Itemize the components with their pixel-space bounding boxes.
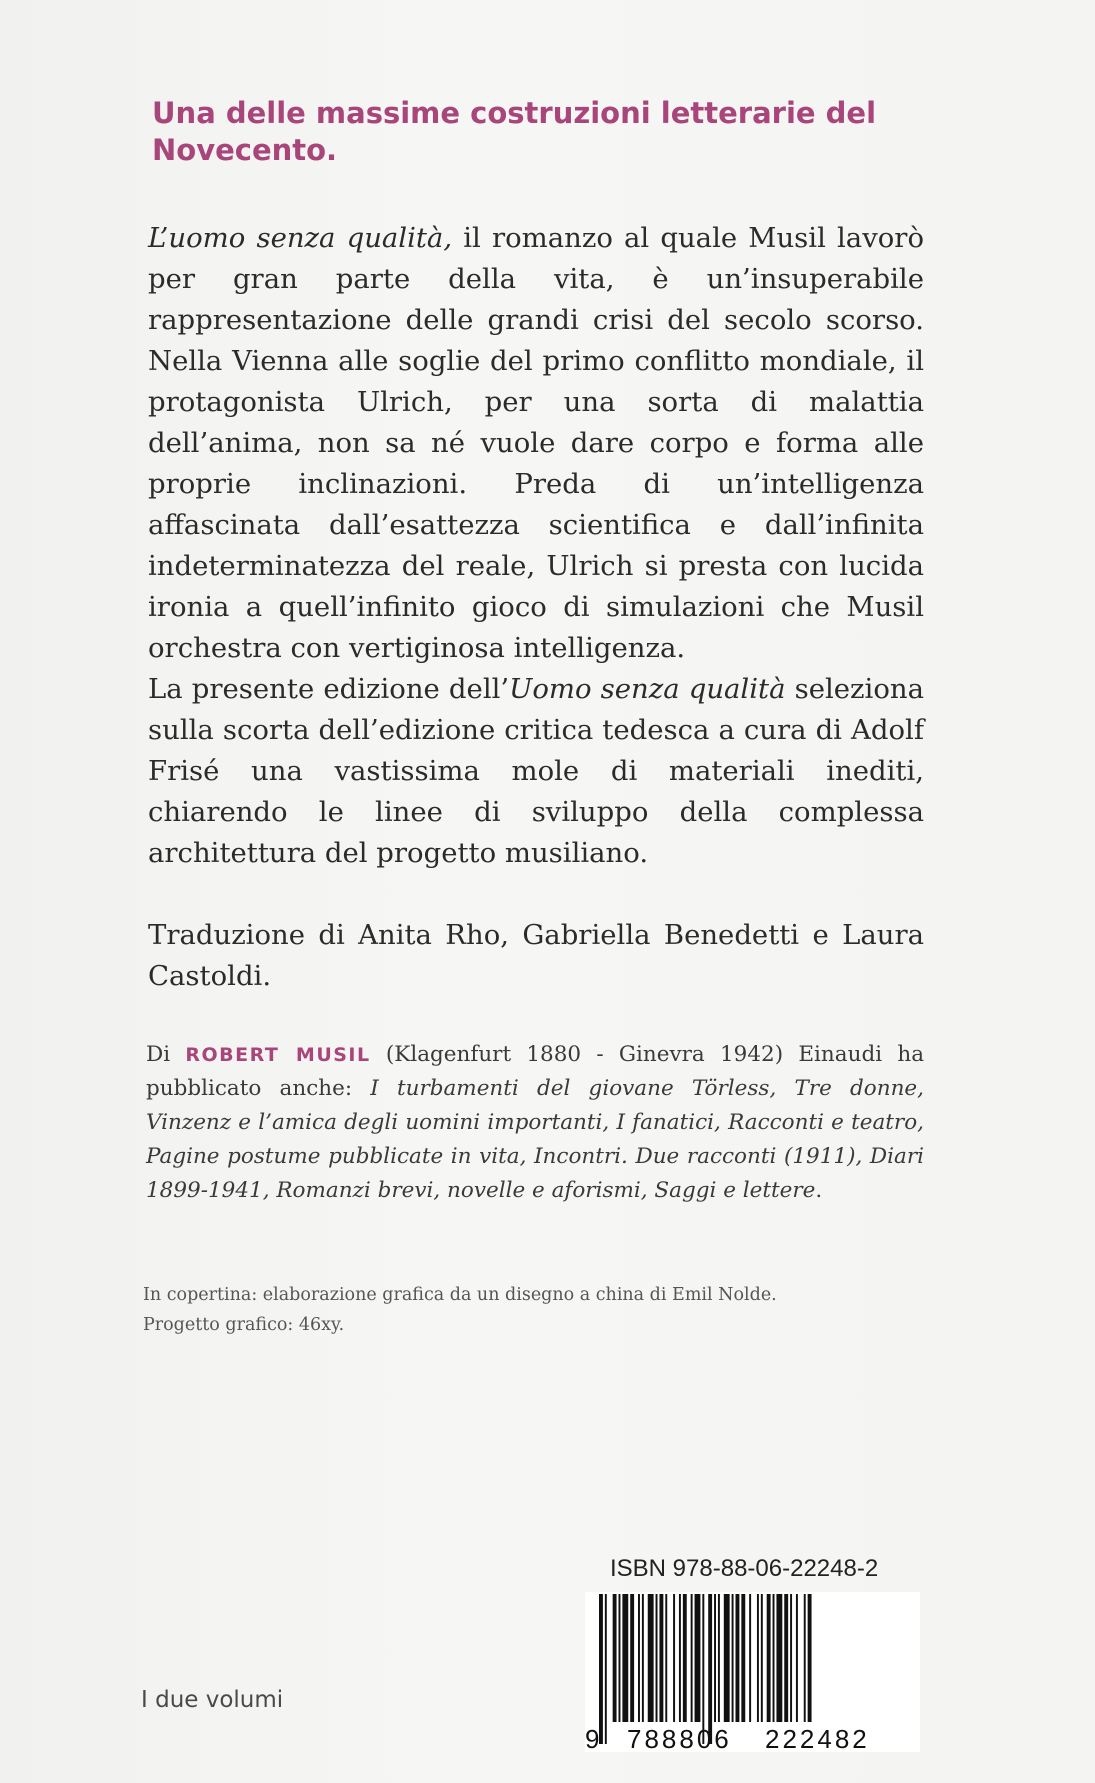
barcode-bar (679, 1594, 681, 1722)
barcode-bar (761, 1594, 763, 1722)
barcode-bar (613, 1594, 617, 1722)
barcode-bar (619, 1594, 621, 1722)
barcode-lead-digit: 9 (585, 1724, 600, 1752)
author-works: I turbamenti del giovane Törless, Tre donne, Vinzenz e l’amica degli uomini importanti, I fanatici, Racconti e teatro, Pagine postume pubblicate in vita, Incontri. Due racconti (1911), Diari 1899-1941, Romanzi brevi, novelle e aforismi, Saggi e lettere (146, 1076, 924, 1203)
description-p2-intro: La presente edizione dell’ (148, 673, 510, 705)
description (148, 218, 924, 874)
barcode-bar (804, 1594, 806, 1722)
barcode-bar (599, 1594, 603, 1744)
isbn-label: ISBN 978-88-06-22248-2 (610, 1555, 879, 1582)
author-bio-text: (Klagenfurt 1880 - Ginevra 1942) Einaudi ha pubblicato anche: (146, 1042, 925, 1101)
barcode-bar (757, 1594, 759, 1722)
author-bio-end: . (815, 1178, 823, 1203)
barcode-bar (790, 1594, 792, 1722)
barcode-bar (776, 1594, 782, 1722)
cover-credits (143, 1280, 943, 1340)
barcode-left-digits: 788806 (627, 1724, 732, 1752)
barcode-bar (642, 1594, 644, 1722)
barcode-bar (683, 1594, 687, 1722)
barcode-bar (648, 1594, 654, 1722)
barcode-bar (673, 1594, 675, 1722)
barcode-bar (630, 1594, 634, 1722)
barcode-bar (702, 1594, 704, 1744)
barcode-bar (749, 1594, 751, 1722)
author-bio (146, 1038, 924, 1208)
cover-art-credit: In copertina: elaborazione grafica da un disegno a china di Emil Nolde. (143, 1285, 777, 1305)
description-p1-text: il romanzo al quale Musil lavorò per gran parte della vita, è un’insuperabile rappresentazione delle grandi crisi del secolo scorso. Nella Vienna alle soglie del primo conflitto mondiale, il protagonista Ulrich, per una sorta di malattia dell’anima, non sa né vuole dare corpo e forma alle proprie inclinazioni. Preda di un’intelligenza affascinata dall’esattezza scientifica e dall’infinita indeterminatezza del reale, Ulrich si presta con lucida ironia a quell’infinito gioco di simulazioni che Musil orchestra con vertiginosa intelligenza. (148, 222, 925, 664)
barcode (585, 1592, 920, 1752)
barcode-bar (714, 1594, 716, 1722)
book-title-italic-2: Uomo senza qualità (509, 673, 786, 705)
barcode-bar (659, 1594, 663, 1722)
barcode-bar (808, 1594, 812, 1722)
barcode-bar (796, 1594, 798, 1722)
barcode-bar (605, 1594, 607, 1744)
barcode-bar (622, 1594, 628, 1722)
description-p2-text: seleziona sulla scorta dell’edizione critica tedesca a cura di Adolf Frisé una vastissima mole di materiali inediti, chiarendo le linee di sviluppo della complessa architettura del progetto musiliano. (148, 673, 924, 869)
book-title-italic: L’uomo senza qualità, (148, 222, 453, 254)
barcode-bar (736, 1594, 740, 1722)
barcode-bar (638, 1594, 640, 1722)
translation-credit: Traduzione di Anita Rho, Gabriella Benedetti e Laura Castoldi. (148, 919, 924, 992)
barcode-right-digits: 222482 (765, 1724, 870, 1752)
barcode-bar (784, 1594, 788, 1722)
author-name: ROBERT MUSIL (185, 1044, 371, 1066)
description-paragraph-2 (148, 669, 924, 874)
barcode-bar (691, 1594, 693, 1722)
barcode-bar (708, 1594, 712, 1744)
design-credit: Progetto grafico: 46xy. (143, 1315, 345, 1335)
barcode-bar (665, 1594, 667, 1722)
barcode-bar (695, 1594, 701, 1722)
author-prefix: Di (146, 1042, 186, 1067)
barcode-bar (732, 1594, 734, 1722)
barcode-bar (724, 1594, 730, 1722)
barcode-bar (773, 1594, 775, 1722)
barcode-bar (718, 1594, 720, 1722)
headline: Una delle massime costruzioni letterarie del Novecento. (152, 96, 877, 167)
volumes-label: I due volumi (141, 1687, 284, 1713)
barcode-bar (741, 1594, 745, 1722)
barcode-bar (767, 1594, 771, 1722)
description-paragraph-1 (148, 218, 924, 669)
barcode-bar (656, 1594, 658, 1722)
